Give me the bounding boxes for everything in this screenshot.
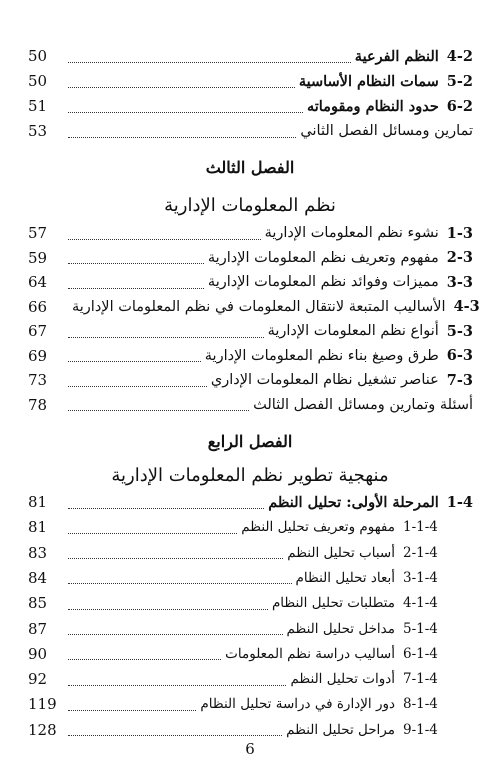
toc-entry-label <box>72 298 480 315</box>
toc-page-number: 69 <box>28 346 48 365</box>
toc-entry-label <box>290 671 473 687</box>
section-code: 3-3 <box>446 273 473 291</box>
toc-page-number: 119 <box>28 695 57 714</box>
dot-leader <box>68 647 221 660</box>
section-title: مفهوم وتعريف تحليل النظم <box>241 519 395 536</box>
dot-leader <box>68 125 296 138</box>
toc-page-number: 87 <box>28 619 48 638</box>
section-code: 8-1-4 <box>403 696 438 713</box>
section-title: نشوء نظم المعلومات الإدارية <box>264 225 439 241</box>
dot-leader <box>68 100 303 113</box>
section-code: 1-1-4 <box>403 519 438 536</box>
toc-page-number: 73 <box>28 371 48 389</box>
toc-entry-label <box>272 595 473 611</box>
section-title: طرق وصيغ بناء نظم المعلومات الإدارية <box>204 347 439 364</box>
toc-entry <box>28 120 473 142</box>
page-number: 6 <box>245 740 255 758</box>
toc-entry-label <box>253 397 473 413</box>
toc-entry <box>28 592 473 614</box>
toc-entry <box>28 618 473 640</box>
dot-leader <box>68 698 196 711</box>
chapter-heading: الفصل الرابع <box>207 432 293 451</box>
section-title: سمات النظام الأساسية <box>298 72 439 90</box>
section-title: أدوات تحليل النظم <box>290 671 395 688</box>
section-title: مميزات وفوائد نظم المعلومات الإدارية <box>207 274 439 290</box>
section-title: الأساليب المتبعة لانتقال المعلومات في نظم المعلومات الإدارية <box>72 298 446 315</box>
section-code: 4-3 <box>453 298 480 315</box>
toc-entry-label <box>355 48 473 65</box>
toc-entry-label <box>307 98 473 115</box>
dot-leader <box>68 723 282 736</box>
dot-leader <box>68 227 261 240</box>
toc-page-number: 64 <box>28 273 48 291</box>
toc-entry <box>28 516 473 538</box>
dot-leader <box>68 597 268 610</box>
section-title: تمارين ومسائل الفصل الثاني <box>300 123 473 139</box>
section-title: النظم الفرعية <box>354 47 439 65</box>
toc-page-number: 81 <box>28 518 48 537</box>
toc-entry-label <box>287 621 473 637</box>
section-code: 2-1-4 <box>403 544 438 561</box>
toc-page-number: 66 <box>28 297 48 316</box>
toc-entry-label <box>268 494 473 511</box>
section-title: متطلبات تحليل النظام <box>271 595 395 612</box>
dot-leader <box>68 622 283 635</box>
dot-leader <box>68 496 264 509</box>
chapter-heading: الفصل الثالث <box>205 158 295 177</box>
chapter-title: منهجية تطوير نظم المعلومات الإدارية <box>111 465 389 486</box>
toc-entry-label <box>205 347 473 364</box>
toc-entry-label <box>208 274 473 291</box>
section-title: أبعاد تحليل النظام <box>295 569 395 586</box>
toc-page-number: 57 <box>28 224 48 242</box>
toc-entry <box>28 247 473 269</box>
section-title: أسباب تحليل النظم <box>287 544 395 561</box>
dot-leader <box>68 398 249 411</box>
chapter-title: نظم المعلومات الإدارية <box>164 195 336 216</box>
toc-page-number: 84 <box>28 568 48 587</box>
section-code: 4-1-4 <box>403 595 438 612</box>
section-code: 6-2 <box>446 97 473 115</box>
toc-entry <box>28 369 473 391</box>
toc-entry-label <box>225 646 473 662</box>
section-title: مراحل تحليل النظم <box>286 721 395 738</box>
toc-entry-label <box>268 323 473 340</box>
section-title: أنواع نظم المعلومات الإدارية <box>267 323 439 339</box>
dot-leader <box>68 349 201 362</box>
toc-page-number: 50 <box>28 47 48 65</box>
toc-entry <box>28 296 480 318</box>
toc-entry <box>28 719 473 741</box>
toc-entry <box>28 45 473 67</box>
toc-entry-label <box>265 225 473 242</box>
section-title: عناصر تشغيل نظام المعلومات الإداري <box>210 372 439 388</box>
toc-entry <box>28 643 473 665</box>
dot-leader <box>68 521 237 534</box>
section-code: 6-1-4 <box>403 645 438 662</box>
toc-page-number: 50 <box>28 72 48 90</box>
section-title: أسئلة وتمارين ومسائل الفصل الثالث <box>253 396 473 413</box>
dot-leader <box>68 251 204 264</box>
dot-leader <box>68 374 207 387</box>
toc-entry-label <box>286 722 473 738</box>
toc-entry-label <box>296 570 473 586</box>
dot-leader <box>68 50 351 63</box>
toc-entry <box>28 222 473 244</box>
section-code: 9-1-4 <box>403 721 438 738</box>
section-title: مداخل تحليل النظم <box>286 620 395 637</box>
toc-page-number: 78 <box>28 395 48 414</box>
toc-entry <box>28 70 473 92</box>
dot-leader <box>68 571 292 584</box>
toc-page-number: 59 <box>28 248 48 267</box>
toc-entry <box>28 271 473 293</box>
section-code: 1-4 <box>446 493 473 511</box>
toc-entry <box>28 95 473 117</box>
toc-entry-label <box>200 696 473 712</box>
toc-page-number: 128 <box>28 720 57 739</box>
toc-entry <box>28 668 473 690</box>
section-code: 6-3 <box>446 347 473 364</box>
section-code: 7-3 <box>446 371 473 389</box>
dot-leader <box>68 75 295 88</box>
section-code: 5-3 <box>446 322 473 340</box>
toc-entry <box>28 345 473 367</box>
toc-entry-label <box>300 123 473 139</box>
toc-entry <box>28 567 473 589</box>
dot-leader <box>68 276 204 289</box>
toc-page-number: 51 <box>28 97 48 115</box>
toc-page-number: 90 <box>28 644 48 663</box>
section-title: حدود النظام ومقوماته <box>306 97 439 115</box>
section-code: 2-3 <box>446 249 473 266</box>
toc-page-number: 53 <box>28 122 48 140</box>
toc-entry <box>28 542 473 564</box>
toc-page-number: 81 <box>28 493 48 511</box>
toc-entry-label <box>208 249 473 266</box>
toc-entry-label <box>241 519 473 535</box>
section-code: 5-2 <box>446 72 473 90</box>
toc-page-number: 85 <box>28 594 48 613</box>
section-code: 7-1-4 <box>403 671 438 688</box>
section-code: 1-3 <box>446 224 473 242</box>
section-title: أساليب دراسة نظم المعلومات <box>225 645 395 662</box>
toc-entry <box>28 394 473 416</box>
toc-entry-label <box>287 545 473 561</box>
section-title: مفهوم وتعريف نظم المعلومات الإدارية <box>207 249 439 266</box>
toc-entry-label <box>211 372 473 389</box>
toc-entry <box>28 320 473 342</box>
toc-page-number: 67 <box>28 322 48 340</box>
section-code: 4-2 <box>446 47 473 65</box>
section-code: 5-1-4 <box>403 620 438 637</box>
toc-entry-label <box>299 73 473 90</box>
dot-leader <box>68 546 283 559</box>
toc-entry <box>28 693 473 715</box>
dot-leader <box>68 325 264 338</box>
toc-page-number: 83 <box>28 543 48 562</box>
toc-page-number: 92 <box>28 670 48 689</box>
section-title: دور الإدارة في دراسة تحليل النظام <box>200 696 395 713</box>
section-code: 3-1-4 <box>403 569 438 586</box>
section-title: المرحلة الأولى: تحليل النظم <box>268 493 439 511</box>
dot-leader <box>68 673 286 686</box>
toc-entry <box>28 491 473 513</box>
